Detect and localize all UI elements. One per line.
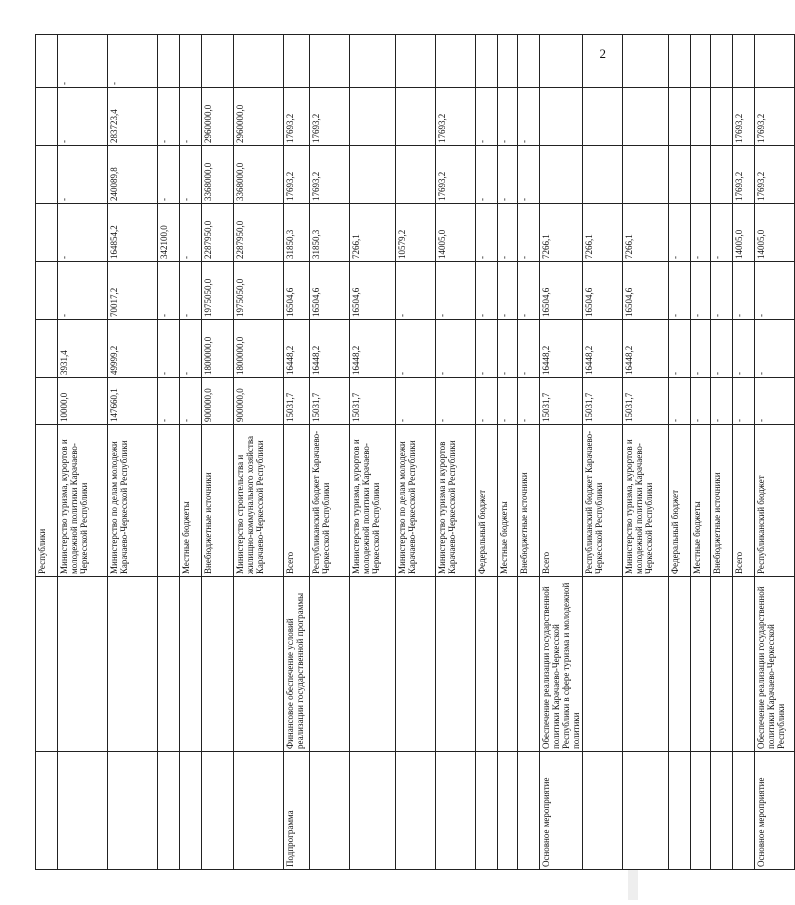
value-cell: - [711, 204, 733, 262]
row-name-cell [436, 577, 476, 752]
value-cell: 16504,6 [350, 262, 396, 320]
row-source-cell: Министерство туризма, курортов и молодежной политики Карачаево-Черкесской Республики [58, 425, 108, 577]
value-cell [733, 35, 755, 88]
row-status-cell [396, 752, 436, 870]
value-cell: 16504,6 [310, 262, 350, 320]
value-cell: - [58, 146, 108, 204]
value-cell [623, 146, 669, 204]
value-cell [540, 146, 583, 204]
value-cell: 14005,0 [755, 204, 795, 262]
table-row [498, 35, 518, 870]
row-status-cell [310, 752, 350, 870]
value-cell [691, 35, 711, 88]
row-name-cell [36, 577, 58, 752]
row-status-cell [108, 752, 158, 870]
row-name-cell [733, 577, 755, 752]
value-cell: - [476, 88, 498, 146]
value-cell: 1975050,0 [202, 262, 234, 320]
value-cell: - [755, 262, 795, 320]
row-name-cell [518, 577, 540, 752]
table-row [583, 35, 623, 870]
value-cell [36, 262, 58, 320]
row-source-cell: Федеральный бюджет [476, 425, 498, 577]
row-status-cell [202, 752, 234, 870]
value-cell: 900000,0 [202, 378, 234, 425]
value-cell [691, 146, 711, 204]
value-cell: - [691, 378, 711, 425]
row-source-cell [158, 425, 180, 577]
value-cell [623, 88, 669, 146]
value-cell: 164854,2 [108, 204, 158, 262]
value-cell: 1800000,0 [234, 320, 284, 378]
value-cell: 283723,4 [108, 88, 158, 146]
row-name-cell [396, 577, 436, 752]
value-cell: 7266,1 [540, 204, 583, 262]
row-source-cell: Республики [36, 425, 58, 577]
row-name-cell [202, 577, 234, 752]
table-row [202, 35, 234, 870]
value-cell [540, 88, 583, 146]
value-cell: 342100,0 [158, 204, 180, 262]
value-cell: - [436, 262, 476, 320]
value-cell: - [733, 262, 755, 320]
value-cell: 1800000,0 [202, 320, 234, 378]
value-cell [234, 35, 284, 88]
table-row [733, 35, 755, 870]
value-cell: 16448,2 [583, 320, 623, 378]
row-source-cell: Министерство туризма, курортов и молодежной политики Карачаево-Черкесской Республики [350, 425, 396, 577]
value-cell: - [669, 320, 691, 378]
value-cell: - [498, 146, 518, 204]
value-cell: - [711, 378, 733, 425]
row-status-cell [691, 752, 711, 870]
row-status-cell [476, 752, 498, 870]
row-source-cell: Местные бюджеты [691, 425, 711, 577]
row-status-cell [158, 752, 180, 870]
table-row [108, 35, 158, 870]
value-cell [669, 146, 691, 204]
row-status-cell [234, 752, 284, 870]
row-name-cell [669, 577, 691, 752]
table-row [396, 35, 436, 870]
value-cell: 16448,2 [540, 320, 583, 378]
value-cell: - [476, 146, 498, 204]
value-cell: 70017,2 [108, 262, 158, 320]
row-status-cell [623, 752, 669, 870]
value-cell: 1975050,0 [234, 262, 284, 320]
value-cell: 17693,2 [436, 88, 476, 146]
value-cell: - [180, 204, 202, 262]
value-cell [396, 88, 436, 146]
row-name-cell [498, 577, 518, 752]
value-cell [755, 35, 795, 88]
row-status-cell [583, 752, 623, 870]
value-cell: 7266,1 [623, 204, 669, 262]
table-row [476, 35, 498, 870]
row-status-cell: Основное мероприятие [540, 752, 583, 870]
value-cell: 17693,2 [733, 88, 755, 146]
value-cell [158, 35, 180, 88]
row-status-cell [711, 752, 733, 870]
value-cell: 3368000,0 [234, 146, 284, 204]
value-cell [498, 35, 518, 88]
value-cell: - [158, 378, 180, 425]
value-cell: - [476, 320, 498, 378]
value-cell: - [498, 262, 518, 320]
value-cell: - [476, 378, 498, 425]
value-cell: 15031,7 [310, 378, 350, 425]
value-cell [711, 146, 733, 204]
table-row [180, 35, 202, 870]
table-row [669, 35, 691, 870]
value-cell: 17693,2 [436, 146, 476, 204]
row-source-cell: Республиканский бюджет Карачаево-Черкесской Республики [583, 425, 623, 577]
value-cell: - [711, 262, 733, 320]
table-row [540, 35, 583, 870]
row-name-cell: Обеспечение реализации государственной политики Карачаево-Черкесской Республики в сфере туризма и молодежной политики [540, 577, 583, 752]
value-cell [583, 88, 623, 146]
value-cell: 15031,7 [583, 378, 623, 425]
value-cell: 7266,1 [583, 204, 623, 262]
value-cell: - [518, 262, 540, 320]
scan-edge-mark [628, 870, 638, 900]
value-cell [36, 88, 58, 146]
value-cell [691, 88, 711, 146]
row-source-cell: Местные бюджеты [180, 425, 202, 577]
budget-table [35, 34, 795, 870]
page-number: 2 [599, 46, 606, 61]
row-status-cell [733, 752, 755, 870]
value-cell: - [436, 378, 476, 425]
value-cell: 17693,2 [310, 88, 350, 146]
value-cell: 14005,0 [436, 204, 476, 262]
value-cell: 17693,2 [733, 146, 755, 204]
value-cell: 16448,2 [623, 320, 669, 378]
value-cell: - [396, 262, 436, 320]
value-cell: - [691, 262, 711, 320]
value-cell: 15031,7 [350, 378, 396, 425]
value-cell: - [158, 88, 180, 146]
value-cell: 7266,1 [350, 204, 396, 262]
value-cell: 10000,0 [58, 378, 108, 425]
value-cell: - [180, 378, 202, 425]
row-source-cell: Министерство по делам молодежи Карачаево-Черкесской Республики [108, 425, 158, 577]
value-cell [669, 88, 691, 146]
row-status-cell: Подпрограмма [284, 752, 310, 870]
value-cell: 240089,8 [108, 146, 158, 204]
value-cell: - [58, 35, 108, 88]
table-row [350, 35, 396, 870]
value-cell: - [669, 378, 691, 425]
value-cell: - [158, 146, 180, 204]
value-cell: - [498, 204, 518, 262]
table-row [436, 35, 476, 870]
value-cell [396, 35, 436, 88]
row-source-cell: Всего [540, 425, 583, 577]
value-cell [711, 35, 733, 88]
table-row [518, 35, 540, 870]
table-row [36, 35, 58, 870]
row-source-cell: Республиканский бюджет Карачаево-Черкесской Республики [310, 425, 350, 577]
table-row [310, 35, 350, 870]
value-cell: 17693,2 [284, 146, 310, 204]
value-cell: - [518, 146, 540, 204]
row-status-cell [669, 752, 691, 870]
row-source-cell: Всего [733, 425, 755, 577]
value-cell: - [108, 35, 158, 88]
value-cell: - [518, 88, 540, 146]
value-cell [202, 35, 234, 88]
value-cell [476, 35, 498, 88]
table-row [158, 35, 180, 870]
value-cell: 2960000,0 [234, 88, 284, 146]
value-cell [396, 146, 436, 204]
table-row [234, 35, 284, 870]
row-name-cell [180, 577, 202, 752]
row-name-cell [58, 577, 108, 752]
row-source-cell: Внебюджетные источники [711, 425, 733, 577]
row-status-cell [498, 752, 518, 870]
row-source-cell: Республиканский бюджет [755, 425, 795, 577]
value-cell: - [669, 262, 691, 320]
row-source-cell: Федеральный бюджет [669, 425, 691, 577]
value-cell [350, 35, 396, 88]
value-cell: 14005,0 [733, 204, 755, 262]
value-cell: - [498, 88, 518, 146]
value-cell: - [58, 88, 108, 146]
value-cell: 15031,7 [284, 378, 310, 425]
value-cell: 900000,0 [234, 378, 284, 425]
value-cell: - [58, 204, 108, 262]
row-name-cell [623, 577, 669, 752]
value-cell: - [180, 262, 202, 320]
value-cell [310, 35, 350, 88]
value-cell [36, 146, 58, 204]
value-cell: - [58, 262, 108, 320]
value-cell: - [158, 320, 180, 378]
row-name-cell: Обеспечение реализации государственной политики Карачаево-Черкесской Республики [755, 577, 795, 752]
value-cell: - [518, 378, 540, 425]
value-cell [36, 378, 58, 425]
value-cell [180, 35, 202, 88]
row-status-cell [350, 752, 396, 870]
value-cell: - [733, 378, 755, 425]
row-source-cell: Министерство туризма и курортов Карачаево-Черкесской Республики [436, 425, 476, 577]
value-cell [350, 146, 396, 204]
value-cell: - [498, 378, 518, 425]
value-cell: - [755, 320, 795, 378]
table-row [711, 35, 733, 870]
row-name-cell [476, 577, 498, 752]
value-cell: 147660,1 [108, 378, 158, 425]
row-name-cell [108, 577, 158, 752]
value-cell: 16504,6 [540, 262, 583, 320]
value-cell: 3931,4 [58, 320, 108, 378]
value-cell: - [669, 204, 691, 262]
value-cell: - [158, 262, 180, 320]
value-cell [518, 35, 540, 88]
table-body [36, 35, 795, 870]
value-cell: - [180, 146, 202, 204]
value-cell: - [518, 320, 540, 378]
row-source-cell: Местные бюджеты [498, 425, 518, 577]
row-status-cell [58, 752, 108, 870]
row-source-cell: Всего [284, 425, 310, 577]
value-cell [669, 35, 691, 88]
row-name-cell [711, 577, 733, 752]
value-cell: 16448,2 [350, 320, 396, 378]
row-source-cell: Министерство строительства и жилищно-коммунального хозяйства Карачаево-Черкесской Республики [234, 425, 284, 577]
value-cell: 2960000,0 [202, 88, 234, 146]
value-cell: - [396, 320, 436, 378]
table-row [691, 35, 711, 870]
value-cell: 17693,2 [310, 146, 350, 204]
value-cell: 31850,3 [284, 204, 310, 262]
value-cell: 16448,2 [310, 320, 350, 378]
value-cell: 16504,6 [284, 262, 310, 320]
value-cell: - [396, 378, 436, 425]
row-status-cell [36, 752, 58, 870]
row-status-cell [180, 752, 202, 870]
value-cell: - [518, 204, 540, 262]
row-name-cell [583, 577, 623, 752]
value-cell: 49999,2 [108, 320, 158, 378]
row-source-cell: Министерство по делам молодежи Карачаево-Черкесской Республики [396, 425, 436, 577]
table-row [623, 35, 669, 870]
value-cell [36, 204, 58, 262]
value-cell: - [476, 204, 498, 262]
row-name-cell [350, 577, 396, 752]
value-cell [436, 35, 476, 88]
value-cell: 2287950,0 [234, 204, 284, 262]
value-cell: - [436, 320, 476, 378]
row-source-cell: Внебюджетные источники [202, 425, 234, 577]
value-cell: - [180, 88, 202, 146]
value-cell: - [180, 320, 202, 378]
value-cell: 16448,2 [284, 320, 310, 378]
row-name-cell [691, 577, 711, 752]
row-source-cell: Внебюджетные источники [518, 425, 540, 577]
value-cell [623, 35, 669, 88]
value-cell: - [498, 320, 518, 378]
table-row [284, 35, 310, 870]
row-status-cell [436, 752, 476, 870]
row-status-cell [518, 752, 540, 870]
row-name-cell [158, 577, 180, 752]
table-row [755, 35, 795, 870]
row-name-cell [310, 577, 350, 752]
value-cell: - [476, 262, 498, 320]
value-cell: 16504,6 [583, 262, 623, 320]
value-cell [350, 88, 396, 146]
value-cell [583, 146, 623, 204]
value-cell: 15031,7 [540, 378, 583, 425]
rotated-table-wrapper [35, 35, 786, 870]
value-cell: - [733, 320, 755, 378]
value-cell [36, 320, 58, 378]
value-cell: 17693,2 [755, 146, 795, 204]
value-cell: 3368000,0 [202, 146, 234, 204]
row-name-cell: Финансовое обеспечение условий реализации государственной программы [284, 577, 310, 752]
value-cell [284, 35, 310, 88]
value-cell [36, 35, 58, 88]
value-cell: 17693,2 [755, 88, 795, 146]
value-cell: 16504,6 [623, 262, 669, 320]
row-name-cell [234, 577, 284, 752]
value-cell: - [755, 378, 795, 425]
value-cell: 10579,2 [396, 204, 436, 262]
table-row [58, 35, 108, 870]
value-cell: 31850,3 [310, 204, 350, 262]
value-cell: 15031,7 [623, 378, 669, 425]
value-cell: - [691, 320, 711, 378]
value-cell [540, 35, 583, 88]
value-cell [711, 88, 733, 146]
value-cell: - [691, 204, 711, 262]
value-cell: - [711, 320, 733, 378]
row-source-cell: Министерство туризма, курортов и молодежной политики Карачаево-Черкесской Республики [623, 425, 669, 577]
value-cell [583, 35, 623, 88]
value-cell: 17693,2 [284, 88, 310, 146]
value-cell: 2287950,0 [202, 204, 234, 262]
row-status-cell: Основное мероприятие [755, 752, 795, 870]
